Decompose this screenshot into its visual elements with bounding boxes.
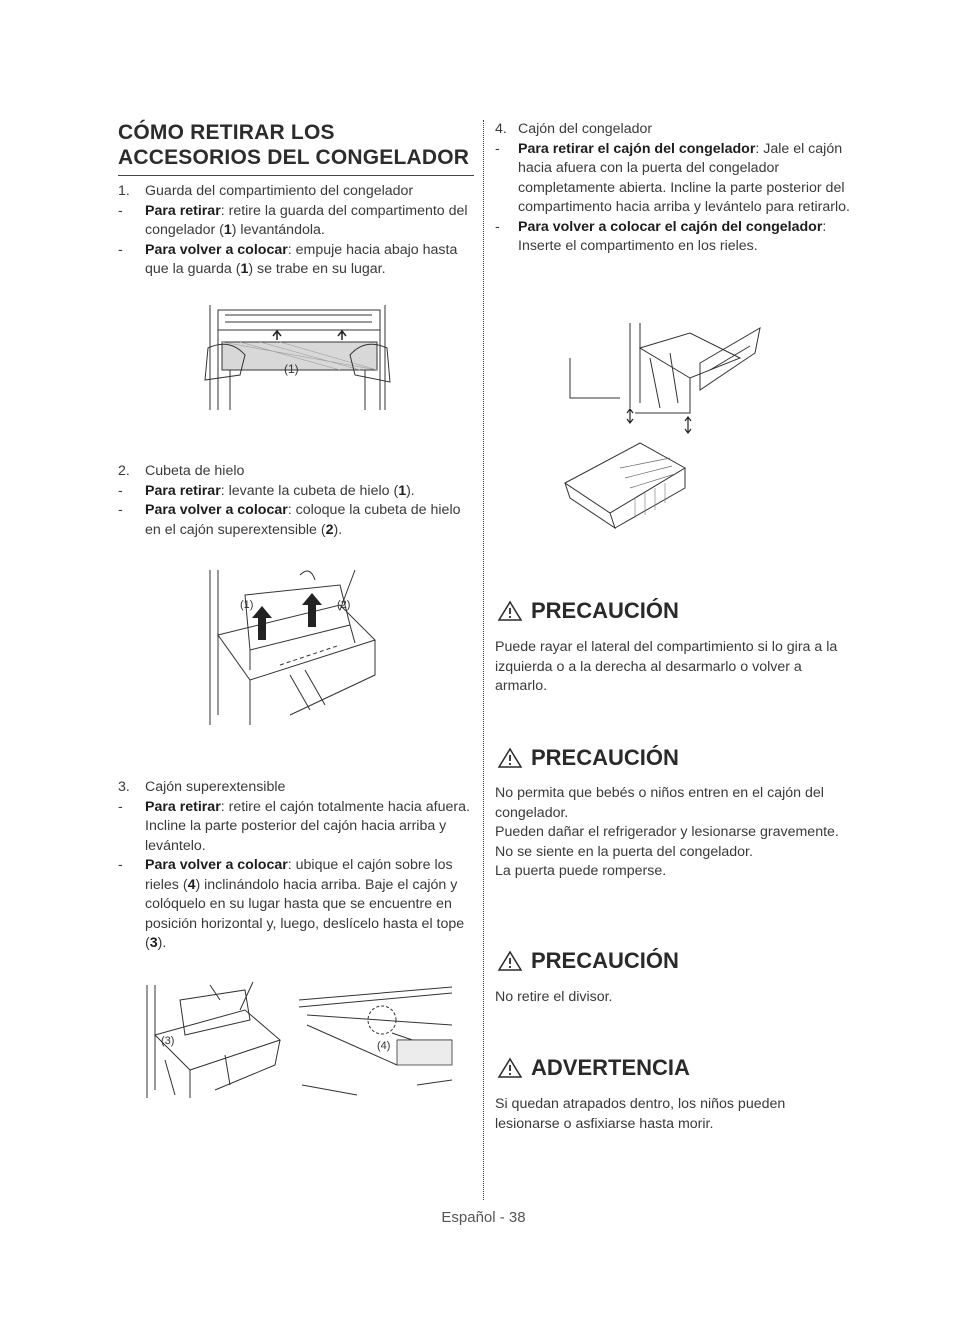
- warning-triangle-icon: [497, 950, 523, 972]
- instruction-2: [118, 462, 478, 540]
- caution-3-title-row: [497, 948, 679, 974]
- instruction-1: [118, 182, 478, 280]
- figure-freezer-drawer: [560, 318, 770, 543]
- section-title-line1: CÓMO RETIRAR LOS: [118, 121, 335, 144]
- warning-title: ADVERTENCIA: [531, 1055, 690, 1080]
- drawer-tilt-illustration: [135, 980, 285, 1100]
- instruction-4-heading: 4. Cajón del congelador: [495, 121, 653, 137]
- caution-2-line4: La puerta puede romperse.: [495, 863, 667, 879]
- caution-3-text: No retire el divisor.: [495, 989, 613, 1005]
- page-footer: Español - 38: [441, 1209, 526, 1226]
- caution-3-title: PRECAUCIÓN: [531, 948, 679, 973]
- caution-2-text: [495, 784, 850, 882]
- instruction-4: [495, 120, 855, 257]
- instruction-3-heading: 3. Cajón superextensible: [118, 779, 286, 795]
- figure-freezer-guard: [200, 300, 395, 415]
- ice-bin-illustration: [190, 565, 380, 730]
- warning-triangle-icon: [497, 747, 523, 769]
- section-title: [118, 120, 469, 170]
- instruction-2-replace: - Para volver a colocar: coloque la cubeta de hielo en el cajón superextensible (2).: [118, 502, 461, 538]
- instruction-4-remove: - Para retirar el cajón del congelador: Jale el cajón hacia afuera con la puerta del congelador completamente abierta. Incline la parte posterior del compartimento hacia arriba y levántelo para retirarlo.: [495, 140, 850, 215]
- instruction-4-replace: - Para volver a colocar el cajón del congelador: Inserte el compartimento en los rieles.: [495, 218, 827, 254]
- freezer-drawer-illustration: [560, 318, 770, 543]
- caution-2-line2: Pueden dañar el refrigerador y lesionarse gravemente.: [495, 824, 839, 840]
- instruction-1-replace: - Para volver a colocar: empuje hacia abajo hasta que la guarda (1) se trabe en su lugar.: [118, 241, 458, 277]
- section-title-line2: ACCESORIOS DEL CONGELADOR: [118, 146, 470, 169]
- caution-2-line1: No permita que bebés o niños entren en el cajón del congelador.: [495, 785, 824, 821]
- instruction-1-remove: - Para retirar: retire la guarda del compartimento del congelador (1) levantándola.: [118, 202, 468, 238]
- title-underline: [118, 175, 474, 176]
- warning-triangle-icon: [497, 600, 523, 622]
- warning-title-row: [497, 1055, 690, 1081]
- caution-2-line3: No se siente en la puerta del congelador.: [495, 843, 753, 860]
- caution-2-title-row: [497, 745, 679, 771]
- figure-callout-1: (1): [240, 599, 254, 611]
- figure-drawer-tilt: [135, 980, 285, 1100]
- warning-triangle-icon: [497, 1057, 523, 1079]
- instruction-2-heading: 2. Cubeta de hielo: [118, 463, 245, 479]
- figure-callout: (3): [161, 1035, 175, 1047]
- instruction-2-remove: - Para retirar: levante la cubeta de hielo (1).: [118, 482, 415, 499]
- instruction-1-heading: 1. Guarda del compartimiento del congelador: [118, 183, 414, 199]
- figure-callout-2: (2): [337, 599, 351, 611]
- caution-2-title: PRECAUCIÓN: [531, 745, 679, 770]
- warning-text: Si quedan atrapados dentro, los niños pueden lesionarse o asfixiarse hasta morir.: [495, 1096, 786, 1132]
- figure-callout: (1): [284, 362, 299, 376]
- instruction-3-replace: - Para volver a colocar: ubique el cajón sobre los rieles (4) inclinándolo hacia arriba. Baje el cajón y colóquelo en su lugar hasta que se encuentre en posición horizontal y, luego, deslícelo hasta el tope (3).: [118, 857, 465, 951]
- instruction-3-remove: - Para retirar: retire el cajón totalmente hacia afuera. Incline la parte posterior del cajón hacia arriba y levántelo.: [118, 798, 470, 854]
- figure-ice-bin: [190, 565, 380, 730]
- figure-callout: (4): [377, 1040, 391, 1052]
- column-divider: [483, 120, 484, 1200]
- freezer-guard-illustration: [200, 300, 395, 415]
- instruction-3: [118, 778, 478, 954]
- figure-drawer-rails: [297, 985, 457, 1100]
- caution-1-title-row: [497, 598, 679, 624]
- caution-1-title: PRECAUCIÓN: [531, 598, 679, 623]
- caution-1-text: Puede rayar el lateral del compartimiento si lo gira a la izquierda o a la derecha al desarmarlo o volver a armarlo.: [495, 639, 838, 694]
